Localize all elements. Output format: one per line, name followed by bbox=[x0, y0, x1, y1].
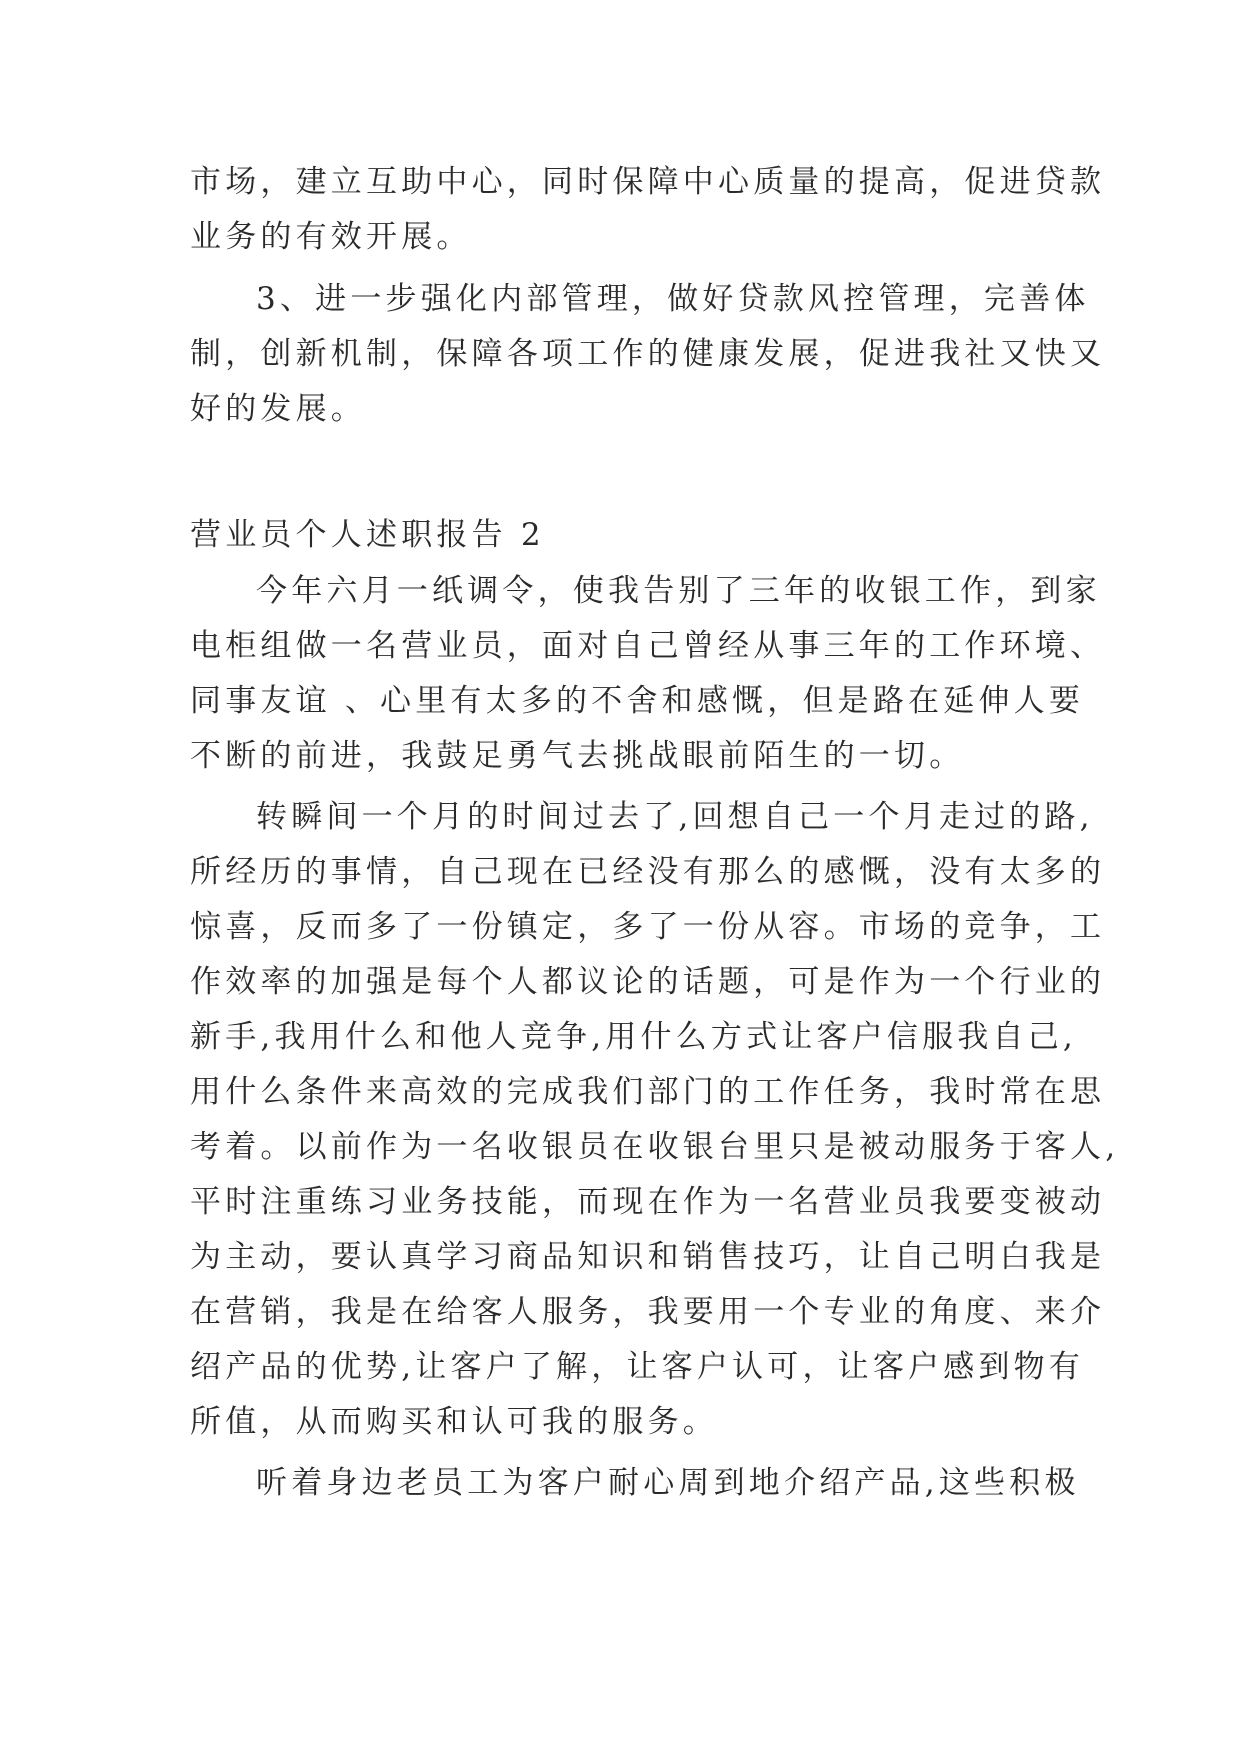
text-line: 制，创新机制，保障各项工作的健康发展，促进我社又快又 bbox=[190, 336, 1106, 372]
text-line: 3、进一步强化内部管理，做好贷款风控管理，完善体 bbox=[256, 281, 1090, 317]
text-line: 新手,我用什么和他人竞争,用什么方式让客户信服我自己, bbox=[190, 1019, 1077, 1055]
section-title: 营业员个人述职报告 2 bbox=[190, 517, 545, 553]
text-line: 同事友谊 、心里有太多的不舍和感慨，但是路在延伸人要 bbox=[190, 683, 1085, 719]
text-line: 今年六月一纸调令，使我告别了三年的收银工作，到家 bbox=[256, 573, 1101, 609]
text-line: 惊喜，反而多了一份镇定，多了一份从容。市场的竞争，工 bbox=[190, 909, 1106, 945]
text-line: 市场，建立互助中心，同时保障中心质量的提高，促进贷款 bbox=[190, 164, 1106, 200]
text-line: 所经历的事情，自己现在已经没有那么的感慨，没有太多的 bbox=[190, 854, 1106, 890]
text-line: 平时注重练习业务技能，而现在作为一名营业员我要变被动 bbox=[190, 1184, 1106, 1220]
text-line: 在营销，我是在给客人服务，我要用一个专业的角度、来介 bbox=[190, 1294, 1106, 1330]
text-line: 绍产品的优势,让客户了解，让客户认可，让客户感到物有 bbox=[190, 1349, 1085, 1385]
text-line: 好的发展。 bbox=[190, 391, 366, 427]
text-line: 不断的前进，我鼓足勇气去挑战眼前陌生的一切。 bbox=[190, 738, 965, 774]
text-line: 业务的有效开展。 bbox=[190, 219, 472, 255]
text-line: 用什么条件来高效的完成我们部门的工作任务，我时常在思 bbox=[190, 1074, 1106, 1110]
text-line: 为主动，要认真学习商品知识和销售技巧，让自己明白我是 bbox=[190, 1239, 1106, 1275]
text-line: 转瞬间一个月的时间过去了,回想自己一个月走过的路, bbox=[256, 799, 1094, 835]
text-line: 考着。以前作为一名收银员在收银台里只是被动服务于客人, bbox=[190, 1129, 1120, 1165]
text-line: 听着身边老员工为客户耐心周到地介绍产品,这些积极 bbox=[256, 1465, 1080, 1501]
text-line: 作效率的加强是每个人都议论的话题，可是作为一个行业的 bbox=[190, 964, 1106, 1000]
text-line: 电柜组做一名营业员，面对自己曾经从事三年的工作环境、 bbox=[190, 628, 1106, 664]
text-line: 所值，从而购买和认可我的服务。 bbox=[190, 1404, 718, 1440]
